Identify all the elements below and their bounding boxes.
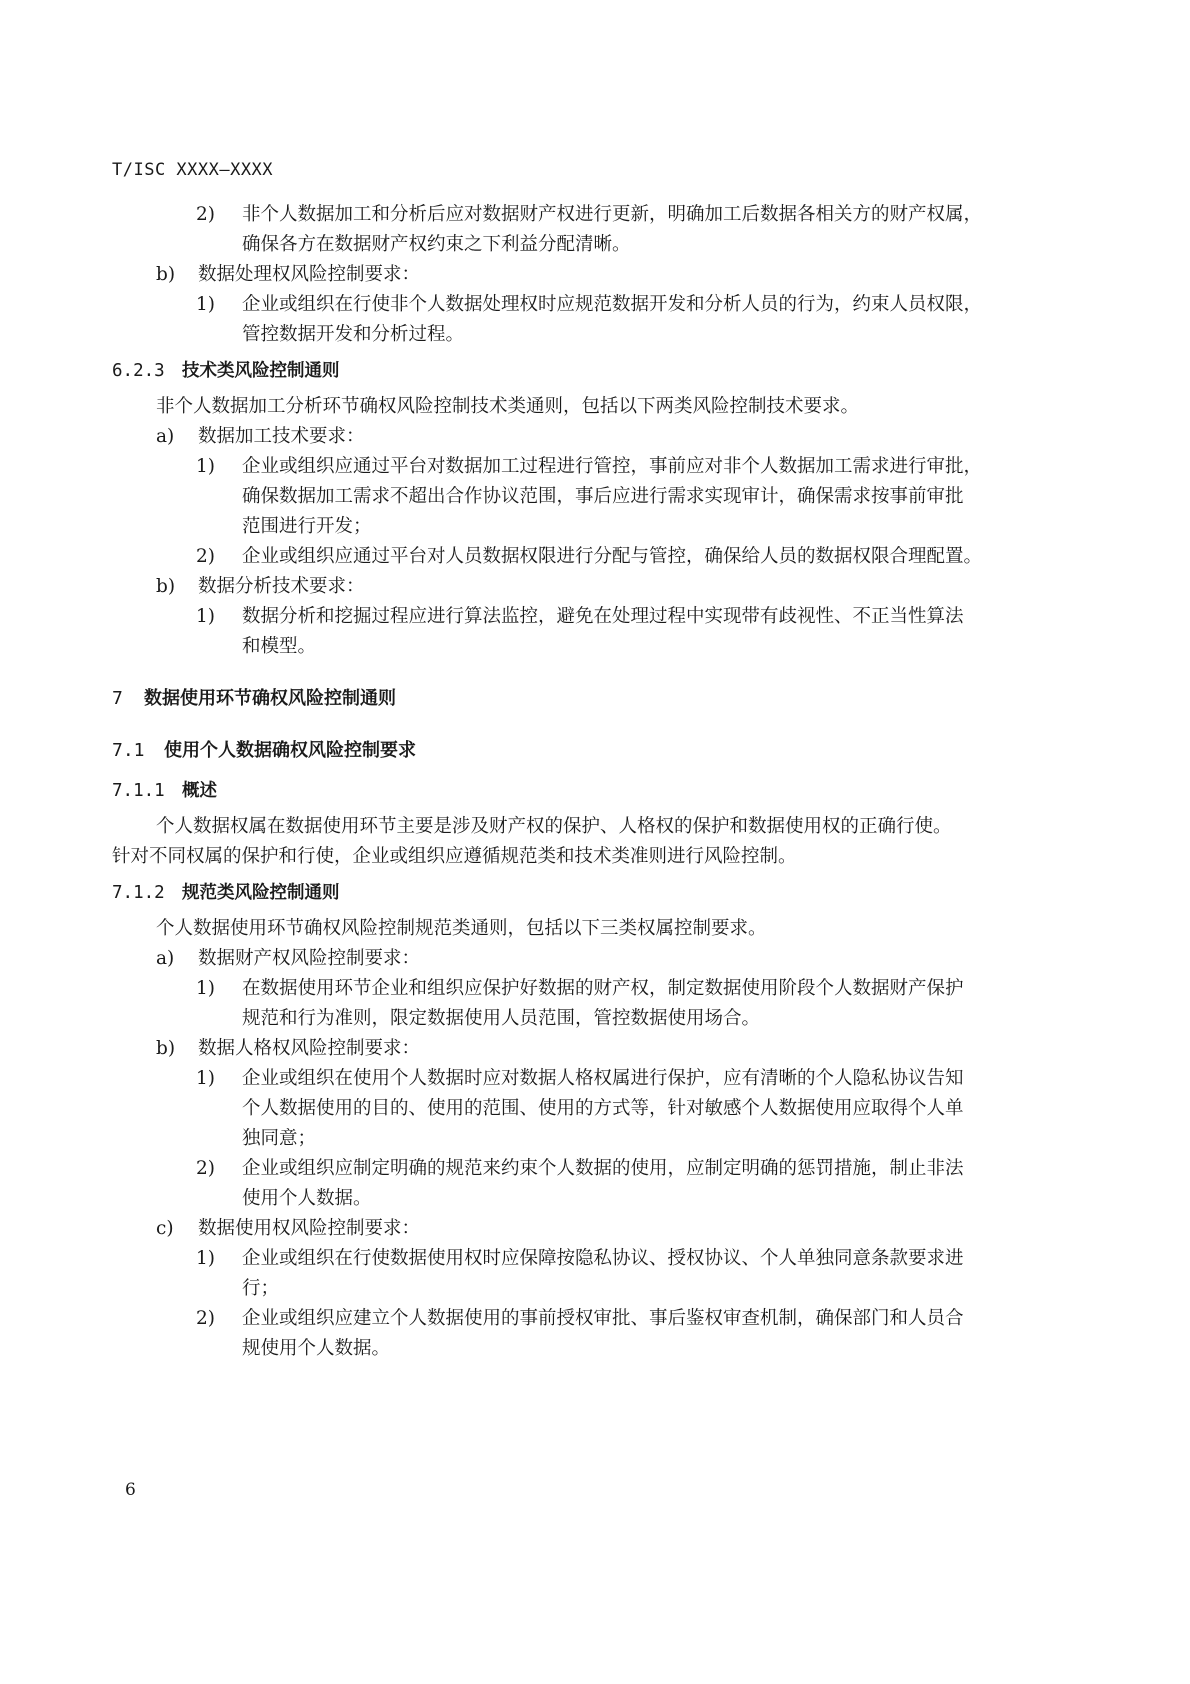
list-letter: c) xyxy=(156,1218,174,1239)
section-title: 概述 xyxy=(182,781,217,801)
section-number: 7.1.2 xyxy=(112,883,165,903)
list-number: 2) xyxy=(196,1308,215,1329)
section-number: 6.2.3 xyxy=(112,361,165,381)
list-item xyxy=(112,602,1058,632)
list-text: 企业或组织应建立个人数据使用的事前授权审批、事后鉴权审查机制，确保部门和人员合 xyxy=(242,1308,964,1329)
list-text-continuation: 独同意； xyxy=(242,1128,317,1149)
list-text: 企业或组织应通过平台对数据加工过程进行管控，事前应对非个人数据加工需求进行审批， xyxy=(242,456,983,477)
list-text: 在数据使用环节企业和组织应保护好数据的财产权，制定数据使用阶段个人数据财产保护 xyxy=(242,978,964,999)
section-title: 规范类风险控制通则 xyxy=(182,883,340,903)
section-heading-7-1-2 xyxy=(112,878,1058,908)
list-text: 企业或组织应通过平台对人员数据权限进行分配与管控，确保给人员的数据权限合理配置。 xyxy=(242,546,983,567)
list-text: 数据分析和挖掘过程应进行算法监控，避免在处理过程中实现带有歧视性、不正当性算法 xyxy=(242,606,964,627)
list-item xyxy=(112,542,1058,572)
paragraph: 个人数据权属在数据使用环节主要是涉及财产权的保护、人格权的保护和数据使用权的正确行使。 xyxy=(156,816,952,837)
list-text-continuation: 范围进行开发； xyxy=(242,516,372,537)
list-text: 数据使用权风险控制要求： xyxy=(198,1218,421,1239)
list-item xyxy=(112,1304,1058,1334)
list-text: 数据人格权风险控制要求： xyxy=(198,1038,421,1059)
list-text-continuation: 行； xyxy=(242,1278,280,1299)
list-text: 非个人数据加工和分析后应对数据财产权进行更新，明确加工后数据各相关方的财产权属， xyxy=(242,204,983,225)
list-letter: a) xyxy=(156,426,175,447)
list-letter: b) xyxy=(156,1038,176,1059)
list-number: 1) xyxy=(196,456,215,477)
list-number: 2) xyxy=(196,1158,215,1179)
list-number: 2) xyxy=(196,204,215,225)
list-item xyxy=(112,1214,1058,1244)
list-number: 1) xyxy=(196,978,215,999)
list-number: 1) xyxy=(196,294,215,315)
list-text: 数据分析技术要求： xyxy=(198,576,365,597)
paragraph: 个人数据使用环节确权风险控制规范类通则，包括以下三类权属控制要求。 xyxy=(156,918,767,939)
list-text: 企业或组织在行使非个人数据处理权时应规范数据开发和分析人员的行为，约束人员权限， xyxy=(242,294,983,315)
section-number: 7 xyxy=(112,688,123,709)
list-number: 2) xyxy=(196,546,215,567)
list-letter: a) xyxy=(156,948,175,969)
list-item xyxy=(112,452,1058,482)
list-number: 1) xyxy=(196,606,215,627)
section-heading-7-1-1 xyxy=(112,776,1058,806)
list-number: 1) xyxy=(196,1068,215,1089)
paragraph: 非个人数据加工分析环节确权风险控制技术类通则，包括以下两类风险控制技术要求。 xyxy=(156,396,860,417)
section-number: 7.1.1 xyxy=(112,781,165,801)
list-text-continuation: 确保各方在数据财产权约束之下利益分配清晰。 xyxy=(242,234,631,255)
list-text: 企业或组织应制定明确的规范来约束个人数据的使用，应制定明确的惩罚措施，制止非法 xyxy=(242,1158,964,1179)
list-item xyxy=(112,1034,1058,1064)
section-number: 7.1 xyxy=(112,740,145,761)
list-number: 1) xyxy=(196,1248,215,1269)
list-item xyxy=(112,1244,1058,1274)
section-heading-6-2-3 xyxy=(112,356,1058,386)
list-letter: b) xyxy=(156,576,176,597)
section-title: 技术类风险控制通则 xyxy=(182,361,340,381)
section-heading-7-1 xyxy=(112,736,1058,766)
page-number: 6 xyxy=(125,1480,136,1500)
list-text-continuation: 确保数据加工需求不超出合作协议范围，事后应进行需求实现审计，确保需求按事前审批 xyxy=(242,486,964,507)
list-item xyxy=(112,944,1058,974)
paragraph-continuation: 针对不同权属的保护和行使，企业或组织应遵循规范类和技术类准则进行风险控制。 xyxy=(112,846,797,867)
list-text: 数据财产权风险控制要求： xyxy=(198,948,421,969)
list-text: 企业或组织在行使数据使用权时应保障按隐私协议、授权协议、个人单独同意条款要求进 xyxy=(242,1248,964,1269)
list-item xyxy=(112,260,1058,290)
page-body xyxy=(112,200,1058,1364)
list-text: 数据加工技术要求： xyxy=(198,426,365,447)
list-text-continuation: 和模型。 xyxy=(242,636,317,657)
list-item xyxy=(112,974,1058,1004)
list-item xyxy=(112,422,1058,452)
list-item xyxy=(112,572,1058,602)
list-item xyxy=(112,1064,1058,1094)
section-title: 使用个人数据确权风险控制要求 xyxy=(164,740,416,761)
list-text-continuation: 使用个人数据。 xyxy=(242,1188,372,1209)
list-text-continuation: 个人数据使用的目的、使用的范围、使用的方式等，针对敏感个人数据使用应取得个人单 xyxy=(242,1098,964,1119)
list-text: 企业或组织在使用个人数据时应对数据人格权属进行保护，应有清晰的个人隐私协议告知 xyxy=(242,1068,964,1089)
list-text-continuation: 规使用个人数据。 xyxy=(242,1338,391,1359)
list-letter: b) xyxy=(156,264,176,285)
list-text: 数据处理权风险控制要求： xyxy=(198,264,421,285)
section-title: 数据使用环节确权风险控制通则 xyxy=(144,688,396,709)
list-text-continuation: 规范和行为准则，限定数据使用人员范围，管控数据使用场合。 xyxy=(242,1008,761,1029)
list-item xyxy=(112,290,1058,320)
list-text-continuation: 管控数据开发和分析过程。 xyxy=(242,324,465,345)
document-code-header: T/ISC XXXX—XXXX xyxy=(112,160,274,180)
list-item xyxy=(112,1154,1058,1184)
list-item xyxy=(112,200,1058,230)
section-heading-7 xyxy=(112,684,1058,714)
